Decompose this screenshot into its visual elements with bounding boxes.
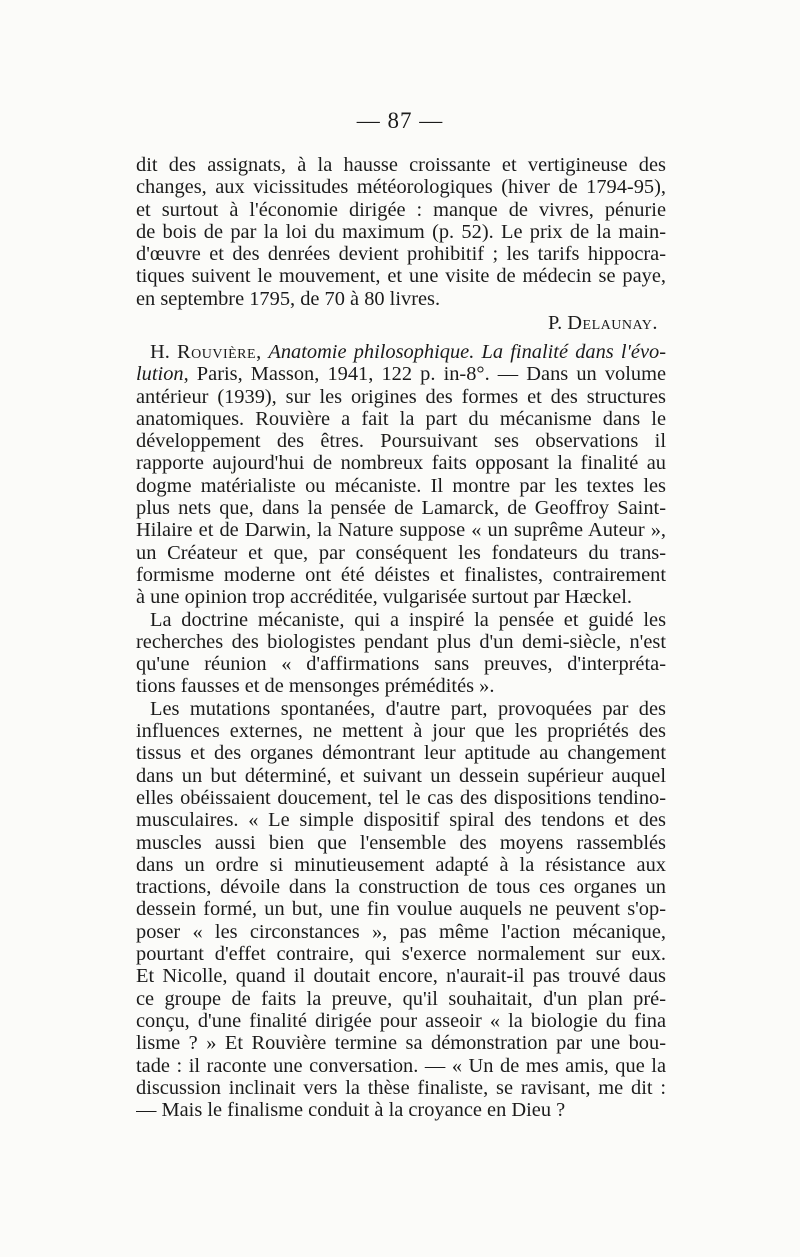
text-line: — Mais le finalisme conduit à la croyance en Dieu ? bbox=[136, 1099, 566, 1122]
text-line: dans un ordre si minutieusement adapté à la résistance aux bbox=[136, 853, 666, 876]
text-line: qu'une réunion « d'affirmations sans preuves, d'interpréta- bbox=[136, 653, 666, 676]
text-line: changes, aux vicissitudes météorologiques (hiver de 1794-95), bbox=[136, 176, 666, 199]
text-line: anatomiques. Rouvière a fait la part du mécanisme dans le bbox=[136, 407, 666, 430]
text-line: dit des assignats, à la hausse croissante et vertigineuse des bbox=[136, 154, 666, 176]
text-line: en septembre 1795, de 70 à 80 livres. bbox=[136, 287, 441, 310]
signature-name: Delaunay. bbox=[567, 312, 658, 335]
text-line: recherches des biologistes pendant plus d'un demi-siècle, n'est bbox=[136, 630, 666, 653]
author-name: Rouvière bbox=[177, 341, 257, 363]
text-line: tissus et des organes démontrant leur aptitude au changement bbox=[136, 742, 666, 765]
text-line: conçu, d'une finalité dirigée pour asseoir « la biologie du fina bbox=[136, 1009, 666, 1032]
text-line: elles obéissaient doucement, tel le cas des dispositions tendino- bbox=[136, 786, 666, 809]
text-line: un Créateur et que, par conséquent les fondateurs du trans- bbox=[136, 541, 666, 564]
text-line: dessein formé, un but, une fin voulue auquels ne peuvent s'op- bbox=[136, 898, 666, 921]
signature-initial: P. bbox=[548, 312, 568, 335]
review-rouviere bbox=[136, 341, 666, 1121]
text-line: poser « les circonstances », pas même l'action mécanique, bbox=[136, 920, 666, 943]
text-line: lisme ? » Et Rouvière termine sa démonstration par une bou- bbox=[136, 1032, 666, 1055]
text-line: dogme matérialiste ou mécaniste. Il montre par les textes les bbox=[136, 474, 666, 497]
text-line: ce groupe de faits la preuve, qu'il souhaitait, d'un plan pré- bbox=[136, 987, 666, 1010]
text-line: discussion inclinait vers la thèse finaliste, se ravisant, me dit : bbox=[136, 1076, 666, 1099]
text-line: tractions, dévoile dans la construction de tous ces organes un bbox=[136, 876, 666, 899]
text-line: Et Nicolle, quand il doutait encore, n'aurait-il pas trouvé daus bbox=[136, 965, 666, 988]
text-line: Les mutations spontanées, d'autre part, provoquées par des bbox=[150, 697, 666, 720]
text-line: dans un but déterminé, et suivant un dessein supérieur auquel bbox=[136, 764, 666, 787]
book-title: Anatomie philosophique. La finalité dans l'évo- bbox=[268, 341, 666, 363]
text-line: formisme moderne ont été déistes et finalistes, contrairement bbox=[136, 563, 666, 586]
text-line: muscles aussi bien que l'ensemble des moyens rassemblés bbox=[136, 831, 666, 854]
text-line: rapporte aujourd'hui de nombreux faits opposant la finalité au bbox=[136, 452, 666, 475]
review-signature bbox=[136, 312, 666, 334]
text-line: tade : il raconte une conversation. — « Un de mes amis, que la bbox=[136, 1054, 666, 1077]
author-initial: H. bbox=[150, 341, 178, 363]
text-line: de bois de par la loi du maximum (p. 52). Le prix de la main- bbox=[136, 220, 666, 243]
bibliographic-heading: H. Rouvière, Anatomie philosophique. La finalité dans l'évo- bbox=[150, 341, 666, 363]
text-line: pourtant d'effet contraire, qui s'exerce normalement sur eux. bbox=[136, 943, 666, 966]
text-line: d'œuvre et des denrées devient prohibitif ; les tarifs hippocra- bbox=[136, 243, 666, 266]
text-line: développement des êtres. Poursuivant ses observations il bbox=[136, 430, 666, 453]
text-line: et surtout à l'économie dirigée : manque de vivres, pénurie bbox=[136, 198, 666, 221]
page-number: — 87 — bbox=[356, 108, 444, 133]
text-line: antérieur (1939), sur les origines des formes et des structures bbox=[136, 385, 666, 408]
text-line: plus nets que, dans la pensée de Lamarck, de Geoffroy Saint- bbox=[136, 497, 666, 520]
text-line: tiques suivent le mouvement, et une visite de médecin se paye, bbox=[136, 265, 666, 288]
book-title-cont: lution bbox=[136, 363, 184, 386]
text-line: La doctrine mécaniste, qui a inspiré la pensée et guidé les bbox=[150, 608, 666, 631]
text-line: influences externes, ne mettent à jour que les propriétés des bbox=[136, 720, 666, 743]
text-line: à une opinion trop accréditée, vulgarisée surtout par Hæckel. bbox=[136, 586, 632, 609]
text-line: Hilaire et de Darwin, la Nature suppose « un suprême Auteur », bbox=[136, 519, 666, 542]
bibliographic-heading-cont bbox=[136, 363, 666, 385]
text-line: musculaires. « Le simple dispositif spiral des tendons et des bbox=[136, 809, 666, 832]
review-delaunay bbox=[136, 154, 666, 334]
bibliographic-details: , Paris, Masson, 1941, 122 p. in-8°. — Dans un volume bbox=[183, 363, 666, 386]
text-line: tions fausses et de mensonges prémédités ». bbox=[136, 675, 495, 698]
